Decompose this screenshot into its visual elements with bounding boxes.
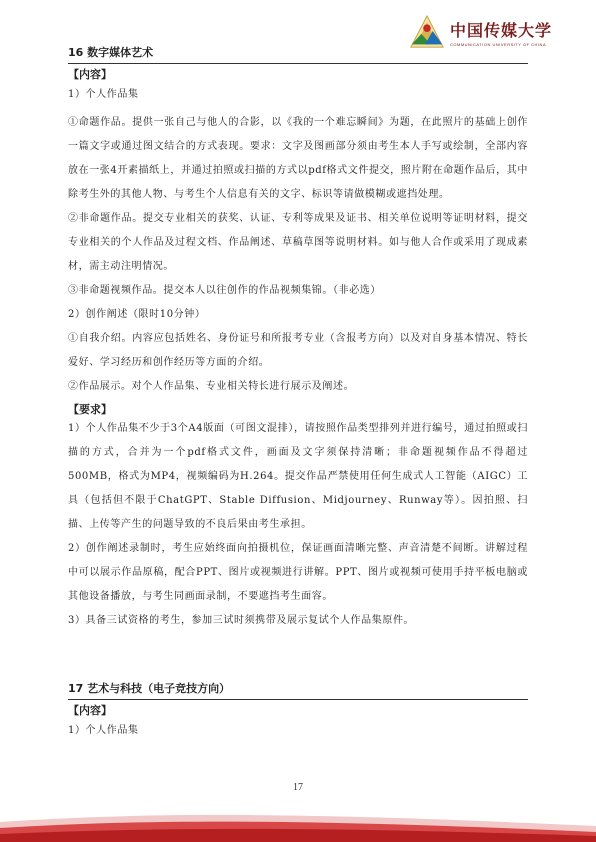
logo-title: 中国传媒大学	[449, 20, 552, 40]
section-17-content-tag: 【内容】	[68, 704, 112, 717]
logo-subtitle: COMMUNICATION UNIVERSITY OF CHINA	[449, 41, 547, 47]
footer-decoration	[0, 808, 596, 842]
req-third-round: 3）具备三试资格的考生，参加三试时须携带及展示复试个人作品集原件。	[68, 615, 415, 626]
section-16-title: 16 数字媒体艺术	[68, 44, 528, 64]
para-self-intro: ①自我介绍。内容应包括姓名、身份证号和所报考专业（含报考方向）以及对自身基本情况、特长爱好、学习经历和创作经历等方面的介绍。	[68, 333, 528, 368]
item-creative-statement-title: 2）创作阐述（限时10分钟）	[68, 309, 206, 320]
req-recording: 2）创作阐述录制时，考生应始终面向拍摄机位，保证画面清晰完整、声音清楚不间断。讲解过程中可以展示作品原稿，配合PPT、图片或视频进行讲解。PPT、图片或视频可使用手持平板电脑或其他设备播放，与考生同画面录制，不要遮挡考生面容。	[68, 543, 528, 602]
para-proposition-work: ①命题作品。提供一张自己与他人的合影，以《我的一个难忘瞬间》为题，在此照片的基础上创作一篇文字或通过图文结合的方式表现。要求：文字及图画部分须由考生本人手写或绘制，全部内容放在一张4开素描纸上，并通过拍照或扫描的方式以pdf格式文件提交，照片附在命题作品后，其中除考生外的其他人物、与考生个人信息有关的文字、标识等请做模糊或遮挡处理。	[68, 117, 528, 200]
content-tag: 【内容】	[68, 68, 112, 81]
req-portfolio: 1）个人作品集不少于3个A4版面（可图文混排），请按照作品类型排列并进行编号，通过拍照或扫描的方式，合并为一个pdf格式文件，画面及文字须保持清晰；非命题视频作品不得超过500MB，格式为MP4，视频编码为H.264。提交作品严禁使用任何生成式人工智能（AIGC）工具（包括但不限于ChatGPT、Stable Diffusion、Midjourney、Runway等）。因拍照、扫描、上传等产生的问题导致的不良后果由考生承担。	[68, 423, 528, 530]
section-17-title: 17 艺术与科技（电子竞技方向）	[68, 680, 528, 700]
para-video-work: ③非命题视频作品。提交本人以往创作的作品视频集锦。（非必选）	[68, 285, 381, 296]
requirements-tag: 【要求】	[68, 403, 112, 416]
para-work-showcase: ②作品展示。对个人作品集、专业相关特长进行展示及阐述。	[68, 381, 355, 392]
section-16-body	[68, 66, 528, 633]
section-17-item-portfolio-title: 1）个人作品集	[68, 725, 139, 736]
section-17-body	[68, 702, 528, 741]
item-portfolio-title: 1）个人作品集	[68, 89, 139, 100]
para-non-proposition-work: ②非命题作品。提交专业相关的获奖、认证、专利等成果及证书、相关单位说明等证明材料，提交专业相关的个人作品及过程文档、作品阐述、草稿草图等说明材料。如与他人合作或采用了现成素材，需主动注明情况。	[68, 213, 528, 272]
page-number: 17	[293, 782, 303, 793]
